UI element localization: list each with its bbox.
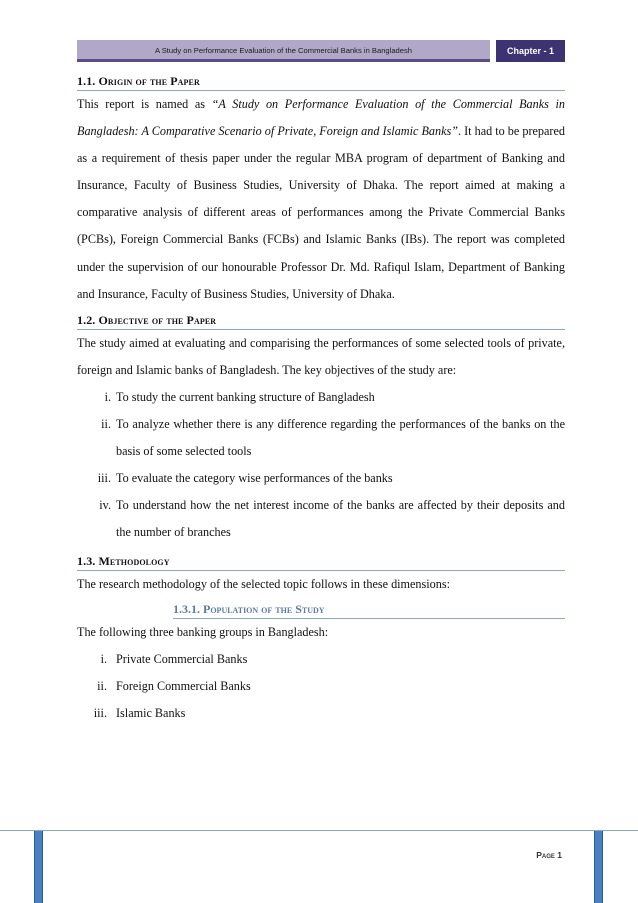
list-item-text: Private Commercial Banks: [116, 651, 248, 666]
population-paragraph: The following three banking groups in Bangladesh:: [77, 624, 329, 639]
objective-item: [77, 465, 565, 492]
objective-item: [77, 384, 565, 411]
list-number: iii.: [93, 705, 107, 720]
list-item-text: Foreign Commercial Banks: [116, 678, 251, 693]
origin-text-rest: . It had to be prepared as a requirement of thesis paper under the regular MBA program of department of Banking and Insurance, Faculty of Business Studies, University of Dhaka. The report aimed at making a comparative analysis of different areas of performances among the Private Commercial Banks (PCBs), Foreign Commercial Banks (FCBs) and Islamic Banks (IBs). The report was completed under the supervision of our honourable Professor Dr. Md. Rafiqul Islam, Department of Banking and Insurance, Faculty of Business Studies, University of Dhaka.: [77, 124, 565, 301]
list-number: ii.: [97, 678, 107, 693]
origin-text-lead: This report is named as: [77, 97, 212, 111]
header-title: A Study on Performance Evaluation of the Commercial Banks in Bangladesh: [154, 46, 413, 55]
footer-right-bar: [594, 831, 603, 903]
list-item-text: Islamic Banks: [116, 705, 186, 720]
section-heading-origin: 1.1. Origin of the Paper: [77, 73, 565, 91]
footer-left-bar: [34, 831, 43, 903]
population-item: [77, 646, 565, 673]
methodology-paragraph: The research methodology of the selected topic follows in these dimensions:: [77, 576, 450, 591]
subsection-heading-population: 1.3.1. Population of the Study: [173, 601, 565, 619]
objective-item: [77, 411, 565, 465]
origin-paragraph: [77, 91, 565, 308]
page-number: Page 1: [536, 850, 562, 860]
origin-text-title: “A Study on Performance Evaluation of the Commercial Banks in Bangladesh: A Comparative Scenario of Private, Foreign and Islamic Banks”: [77, 97, 565, 139]
page-content: [77, 73, 565, 727]
list-number: ii.: [101, 417, 111, 432]
list-number: i.: [100, 651, 107, 666]
list-item-text: To study the current banking structure of Bangladesh: [116, 389, 375, 404]
chapter-badge: Chapter - 1: [496, 40, 565, 62]
objective-item: [77, 492, 565, 546]
population-item: [77, 700, 565, 727]
list-item-text: To evaluate the category wise performances of the banks: [116, 471, 393, 486]
list-number: iii.: [97, 471, 111, 486]
list-number: iv.: [99, 498, 111, 513]
list-item-text: To understand how the net interest income of the banks are affected by their deposits and the number of branches: [116, 498, 565, 540]
list-number: i.: [104, 389, 111, 404]
section-heading-objective: 1.2. Objective of the Paper: [77, 312, 565, 330]
footer-rule: [0, 830, 638, 831]
population-item: [77, 673, 565, 700]
section-heading-methodology: 1.3. Methodology: [77, 553, 565, 571]
objective-paragraph: The study aimed at evaluating and comparising the performances of some selected tools of private, foreign and Islamic banks of Bangladesh. The key objectives of the study are:: [77, 335, 565, 377]
list-item-text: To analyze whether there is any difference regarding the performances of the banks on the basis of some selected tools: [116, 417, 565, 459]
